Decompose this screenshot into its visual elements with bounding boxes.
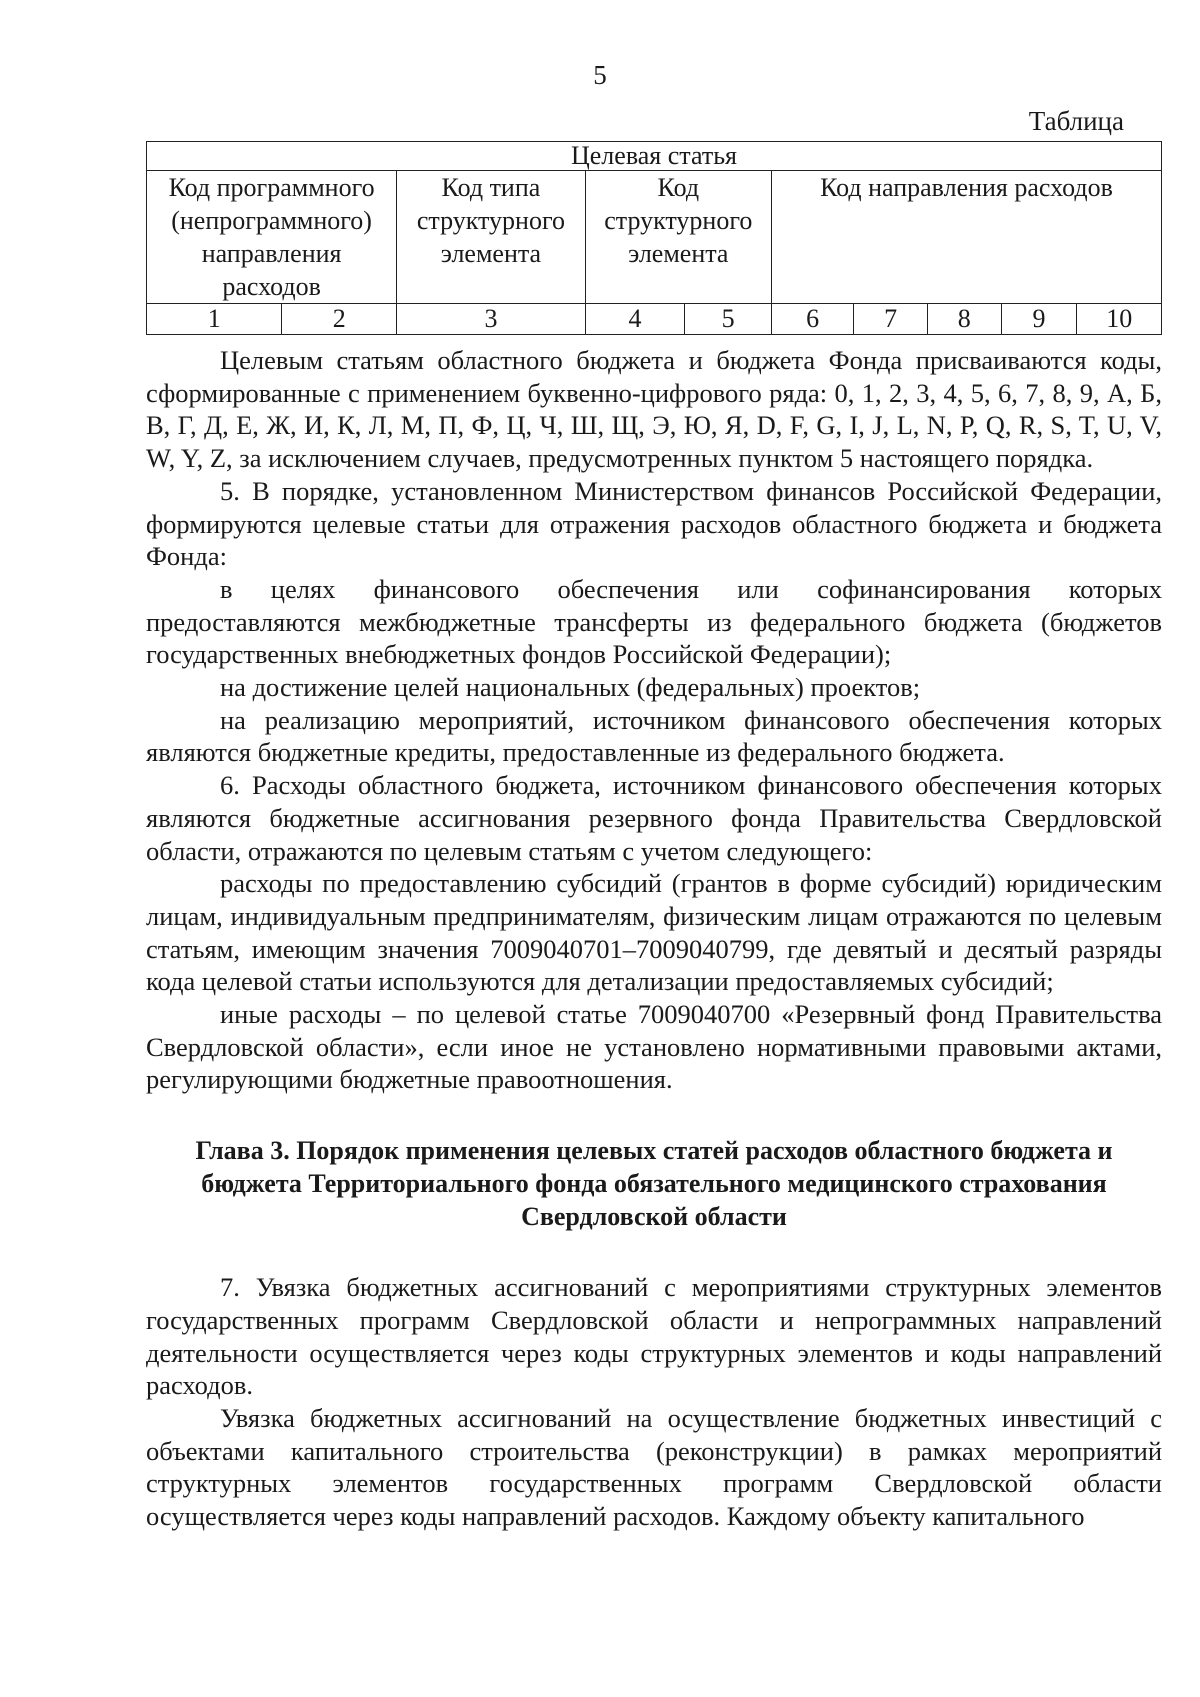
digit-cell: 8	[927, 304, 1001, 335]
digit-cell: 1	[147, 304, 282, 335]
digit-cell: 5	[685, 304, 772, 335]
target-article-table	[146, 141, 1162, 335]
digit-cell: 4	[585, 304, 685, 335]
digit-cell: 2	[282, 304, 397, 335]
paragraph: 5. В порядке, установленном Министерством финансов Российской Федерации, формируются целевые статьи для отражения расходов областного бюджета и бюджета Фонда:	[146, 475, 1162, 572]
digit-cell: 10	[1077, 304, 1162, 335]
digit-cell: 6	[771, 304, 853, 335]
paragraph: иные расходы – по целевой статье 7009040700 «Резервный фонд Правительства Свердловской области», если иное не установлено нормативными правовыми актами, регулирующими бюджетные правоотношения.	[146, 999, 1162, 1095]
header-structural-type-code: Код типа структурного элемента	[397, 171, 585, 304]
paragraph: на реализацию мероприятий, источником финансового обеспечения которых являются бюджетные кредиты, предоставленные из федерального бюджета.	[146, 704, 1162, 768]
paragraph: Увязка бюджетных ассигнований на осуществление бюджетных инвестиций с объектами капитального строительства (реконструкции) в рамках мероприятий структурных элементов государственных программ Свердловской области осуществляется через коды направлений расходов. Каждому объекту капитального	[146, 1402, 1162, 1532]
digit-cell: 7	[854, 304, 928, 335]
body-text	[146, 344, 1162, 1533]
paragraph: расходы по предоставлению субсидий (грантов в форме субсидий) юридическим лицам, индивидуальным предпринимателям, физическим лицам отражаются по целевым статьям, имеющим значения 7009040701–7009040799, где девятый и десятый разряды кода целевой статьи используются для детализации предоставляемых субсидий;	[146, 868, 1162, 997]
paragraph: в целях финансового обеспечения или софинансирования которых предоставляются межбюджетные трансферты из федерального бюджета (бюджетов государственных внебюджетных фондов Российской Федерации);	[146, 573, 1162, 670]
paragraph: 6. Расходы областного бюджета, источником финансового обеспечения которых являются бюджетные ассигнования резервного фонда Правительства Свердловской области, отражаются по целевым статьям с учетом следующего:	[146, 770, 1162, 866]
table-title: Целевая статья	[147, 142, 1162, 171]
digit-cell: 3	[397, 304, 585, 335]
header-structural-element-code: Код структурного элемента	[585, 171, 771, 304]
table-caption: Таблица	[1028, 106, 1124, 136]
paragraph: на достижение целей национальных (федеральных) проектов;	[220, 672, 921, 703]
paragraph: Целевым статьям областного бюджета и бюджета Фонда присваиваются коды, сформированные с применением буквенно-цифрового ряда: 0, 1, 2, 3, 4, 5, 6, 7, 8, 9, А, Б, В, Г, Д, Е, Ж, И, К, Л, М, П, Ф, Ц, Ч, Ш, Щ, Э, Ю, Я, D, F, G, I, J, L, N, P, Q, R, S, T, U, V, W, Y, Z, за исключением случаев, предусмотренных пунктом 5 настоящего порядка.	[146, 345, 1162, 474]
digit-cell: 9	[1001, 304, 1077, 335]
digit-row	[147, 304, 1162, 335]
paragraph: 7. Увязка бюджетных ассигнований с мероприятиями структурных элементов государственных программ Свердловской области и непрограммных направлений деятельности осуществляется через коды структурных элементов и коды направлений расходов.	[146, 1272, 1162, 1401]
page-number: 5	[593, 60, 607, 90]
header-program-code: Код программного (непрограммного) направления расходов	[147, 171, 397, 304]
header-expense-direction-code: Код направления расходов	[771, 171, 1161, 304]
chapter-heading: Глава 3. Порядок применения целевых статей расходов областного бюджета и бюджета Территориального фонда обязательного медицинского страхования Свердловской области	[195, 1136, 1113, 1232]
